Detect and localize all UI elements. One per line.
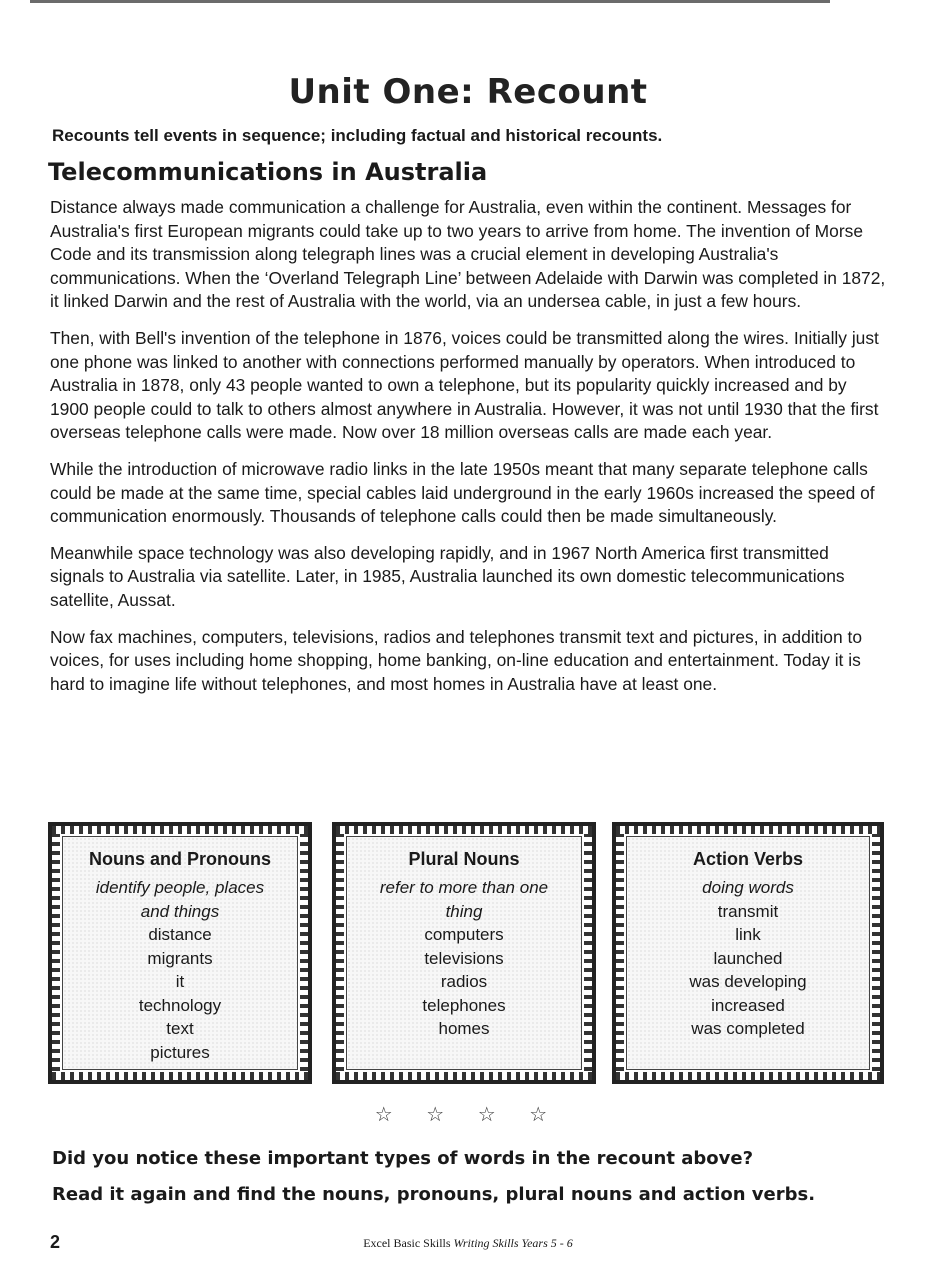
nouns-pronouns-box: [48, 822, 312, 1084]
box-description: identify people, places and things: [95, 878, 265, 921]
footer-prefix: Excel Basic Skills: [363, 1236, 451, 1250]
box-title: Nouns and Pronouns: [89, 849, 271, 869]
box-word: was developing: [689, 972, 807, 991]
star-icons: ☆ ☆ ☆ ☆: [374, 1104, 562, 1126]
paragraph-3: While the introduction of microwave radio links in the late 1950s meant that many separate telephone calls could be made at the same time, special cables laid underground in the early 1960s increased the speed of communication enormously. Thousands of telephone calls could then be made simultaneously.: [50, 458, 875, 527]
box-word: link: [735, 925, 761, 944]
page-title: Unit One: Recount: [288, 72, 648, 112]
box-content: [626, 836, 870, 1070]
box-word: technology: [138, 995, 222, 1015]
box-title: Action Verbs: [692, 849, 804, 869]
box-word: transmit: [717, 901, 779, 921]
box-word: distance: [148, 925, 212, 944]
box-word: increased: [711, 995, 785, 1015]
box-word: text: [166, 1019, 194, 1038]
paragraph-4: Meanwhile space technology was also developing rapidly, and in 1967 North America first transmitted signals to Australia via satellite. Later, in 1985, Australia launched its own domestic telecommunications satellite, Aussat.: [50, 542, 845, 610]
recount-body: [50, 196, 886, 709]
box-title: Plural Nouns: [408, 849, 520, 869]
action-verbs-box: [612, 822, 884, 1084]
box-word: homes: [438, 1019, 490, 1038]
box-word: pictures: [150, 1042, 210, 1062]
word-type-boxes: [48, 822, 884, 1084]
box-description: refer to more than one thing: [379, 878, 549, 921]
subtitle: Recounts tell events in sequence; including factual and historical recounts.: [52, 126, 663, 145]
box-word: telephones: [422, 995, 506, 1015]
section-heading: Telecommunications in Australia: [48, 158, 488, 186]
box-word: computers: [424, 925, 504, 944]
box-content: [62, 836, 298, 1070]
box-word: radios: [440, 972, 488, 991]
paragraph-1: Distance always made communication a challenge for Australia, even within the continent. Messages for Australia's first European migrants could take up to two years to arrive from home. The invention of Morse Code and its transmission along telegraph lines was a crucial element in developing Australia's communications. When the ‘Overland Telegraph Line’ between Adelaide with Darwin was completed in 1872, it linked Darwin and the rest of Australia with the world, via an undersea cable, in just a few hours.: [50, 197, 886, 312]
box-word: televisions: [424, 948, 504, 968]
page-number: 2: [50, 1232, 61, 1252]
box-word: launched: [713, 948, 783, 968]
box-content: [346, 836, 582, 1070]
paragraph-5: Now fax machines, computers, televisions, radios and telephones transmit text and pictures, in addition to voices, for uses including home shopping, home banking, on-line education and entertainment. Today it is hard to imagine life without telephones, and most homes in Australia have at least one.: [50, 626, 862, 694]
top-rule: [30, 0, 830, 3]
box-word: was completed: [691, 1019, 805, 1038]
box-word: migrants: [147, 948, 213, 968]
footer-book-title: Writing Skills Years 5 - 6: [453, 1236, 573, 1250]
paragraph-2: Then, with Bell's invention of the telephone in 1876, voices could be transmitted along the wires. Initially just one phone was linked to another with connections performed manually by operators. When introduced to Australia in 1878, only 43 people wanted to own a telephone, but its popularity quickly increased and by 1900 people could to talk to others almost anywhere in Australia. However, it was not until 1930 that the first overseas telephone calls were made. Now over 18 million overseas calls are made each year.: [50, 327, 879, 443]
plural-nouns-box: [332, 822, 596, 1084]
question-read-again: Read it again and find the nouns, pronouns, plural nouns and action verbs.: [52, 1184, 816, 1205]
box-word: it: [175, 972, 185, 991]
footer: [0, 1236, 936, 1251]
box-description: doing words: [702, 878, 794, 897]
question-notice: Did you notice these important types of words in the recount above?: [52, 1148, 754, 1169]
